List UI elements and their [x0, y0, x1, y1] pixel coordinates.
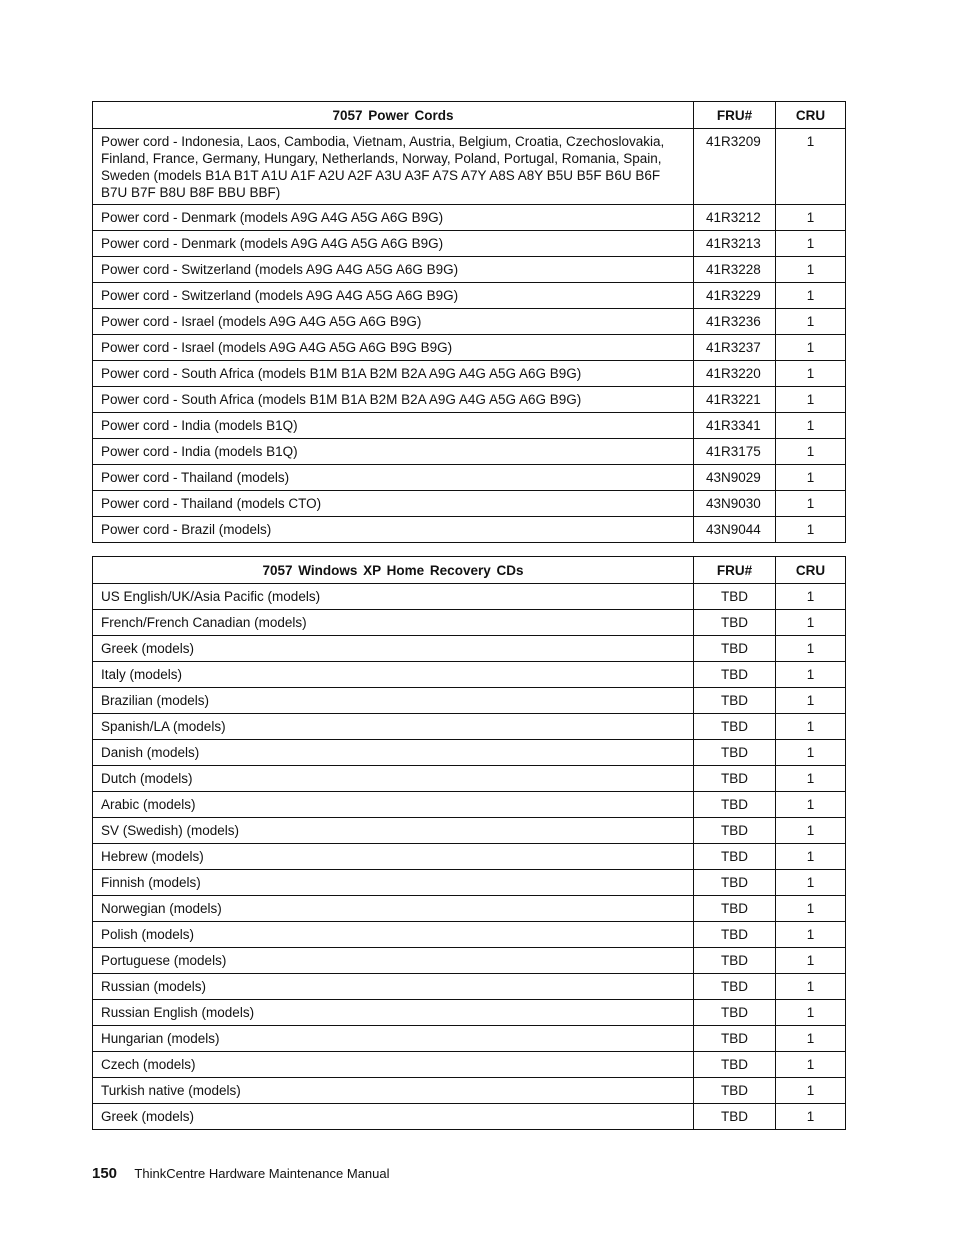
table-row — [93, 309, 846, 335]
fru-number: 43N9030 — [694, 491, 776, 517]
fru-number: TBD — [694, 1026, 776, 1052]
manual-title: ThinkCentre Hardware Maintenance Manual — [134, 1166, 390, 1181]
cru-value: 1 — [776, 335, 846, 361]
cru-value: 1 — [776, 870, 846, 896]
cru-value: 1 — [776, 1026, 846, 1052]
part-description: French/French Canadian (models) — [93, 610, 694, 636]
cru-value: 1 — [776, 1000, 846, 1026]
table-row — [93, 688, 846, 714]
table-row — [93, 714, 846, 740]
cru-value: 1 — [776, 818, 846, 844]
fru-number: TBD — [694, 636, 776, 662]
table-row — [93, 517, 846, 543]
cru-value: 1 — [776, 361, 846, 387]
fru-number: 43N9044 — [694, 517, 776, 543]
cru-value: 1 — [776, 714, 846, 740]
fru-number: 41R3212 — [694, 205, 776, 231]
cru-value: 1 — [776, 922, 846, 948]
fru-number: 41R3220 — [694, 361, 776, 387]
table-row — [93, 1078, 846, 1104]
part-description: Power cord - Denmark (models A9G A4G A5G A6G B9G) — [93, 205, 694, 231]
recovery-cds-rows — [93, 584, 846, 1130]
fru-number: 41R3221 — [694, 387, 776, 413]
power-cords-table — [92, 101, 846, 543]
part-description: Power cord - Brazil (models) — [93, 517, 694, 543]
table-row — [93, 636, 846, 662]
fru-number: TBD — [694, 610, 776, 636]
part-description: Power cord - Indonesia, Laos, Cambodia, Vietnam, Austria, Belgium, Croatia, Czechoslovakia, Finland, France, Germany, Hungary, Netherlands, Norway, Poland, Portugal, Romania, Spain, Sweden (models B1A B1T A1U A1F A2U A2F A3U A3F A7S A7Y A8S A8Y B5U B5F B6U B6F B7U B7F B8U B8F BBU BBF) — [93, 129, 694, 205]
fru-number: 41R3236 — [694, 309, 776, 335]
part-description: Hebrew (models) — [93, 844, 694, 870]
table-row — [93, 335, 846, 361]
cru-value: 1 — [776, 205, 846, 231]
fru-column-header: FRU# — [694, 102, 776, 129]
part-description: SV (Swedish) (models) — [93, 818, 694, 844]
table-row — [93, 922, 846, 948]
fru-number: TBD — [694, 1052, 776, 1078]
cru-value: 1 — [776, 413, 846, 439]
table-row — [93, 491, 846, 517]
fru-number: TBD — [694, 896, 776, 922]
part-description: Norwegian (models) — [93, 896, 694, 922]
part-description: US English/UK/Asia Pacific (models) — [93, 584, 694, 610]
fru-number: 41R3228 — [694, 257, 776, 283]
table-row — [93, 1052, 846, 1078]
part-description: Power cord - Switzerland (models A9G A4G A5G A6G B9G) — [93, 283, 694, 309]
table-row — [93, 948, 846, 974]
table-row — [93, 896, 846, 922]
cru-value: 1 — [776, 662, 846, 688]
cru-value: 1 — [776, 231, 846, 257]
fru-number: TBD — [694, 792, 776, 818]
fru-number: TBD — [694, 1078, 776, 1104]
cru-value: 1 — [776, 844, 846, 870]
fru-number: 41R3175 — [694, 439, 776, 465]
part-description: Greek (models) — [93, 1104, 694, 1130]
fru-number: TBD — [694, 870, 776, 896]
table-row — [93, 129, 846, 205]
table-row — [93, 413, 846, 439]
fru-number: TBD — [694, 662, 776, 688]
table-header-row — [93, 557, 846, 584]
part-description: Dutch (models) — [93, 766, 694, 792]
fru-number: TBD — [694, 688, 776, 714]
cru-value: 1 — [776, 740, 846, 766]
fru-number: TBD — [694, 766, 776, 792]
cru-column-header: CRU — [776, 557, 846, 584]
cru-value: 1 — [776, 610, 846, 636]
fru-number: TBD — [694, 948, 776, 974]
cru-value: 1 — [776, 465, 846, 491]
cru-column-header: CRU — [776, 102, 846, 129]
part-description: Brazilian (models) — [93, 688, 694, 714]
part-description: Power cord - Denmark (models A9G A4G A5G A6G B9G) — [93, 231, 694, 257]
fru-number: TBD — [694, 922, 776, 948]
table-row — [93, 283, 846, 309]
part-description: Power cord - South Africa (models B1M B1A B2M B2A A9G A4G A5G A6G B9G) — [93, 387, 694, 413]
cru-value: 1 — [776, 1104, 846, 1130]
table-row — [93, 870, 846, 896]
cru-value: 1 — [776, 439, 846, 465]
table-row — [93, 584, 846, 610]
part-description: Power cord - Israel (models A9G A4G A5G A6G B9G) — [93, 309, 694, 335]
cru-value: 1 — [776, 766, 846, 792]
cru-value: 1 — [776, 948, 846, 974]
table-row — [93, 844, 846, 870]
page-footer — [92, 1165, 390, 1183]
cru-value: 1 — [776, 896, 846, 922]
part-description: Czech (models) — [93, 1052, 694, 1078]
cru-value: 1 — [776, 1052, 846, 1078]
cru-value: 1 — [776, 283, 846, 309]
table-header-row — [93, 102, 846, 129]
table-title: 7057 Windows XP Home Recovery CDs — [93, 557, 694, 584]
table-row — [93, 1000, 846, 1026]
table-row — [93, 387, 846, 413]
fru-number: 41R3237 — [694, 335, 776, 361]
fru-number: TBD — [694, 714, 776, 740]
part-description: Russian (models) — [93, 974, 694, 1000]
table-row — [93, 439, 846, 465]
fru-number: TBD — [694, 818, 776, 844]
part-description: Russian English (models) — [93, 1000, 694, 1026]
fru-column-header: FRU# — [694, 557, 776, 584]
fru-number: TBD — [694, 974, 776, 1000]
table-row — [93, 792, 846, 818]
part-description: Polish (models) — [93, 922, 694, 948]
table-row — [93, 1026, 846, 1052]
cru-value: 1 — [776, 792, 846, 818]
part-description: Portuguese (models) — [93, 948, 694, 974]
part-description: Power cord - India (models B1Q) — [93, 413, 694, 439]
fru-number: TBD — [694, 1000, 776, 1026]
part-description: Italy (models) — [93, 662, 694, 688]
page-number: 150 — [92, 1165, 118, 1182]
fru-number: 41R3341 — [694, 413, 776, 439]
part-description: Danish (models) — [93, 740, 694, 766]
part-description: Power cord - Israel (models A9G A4G A5G A6G B9G B9G) — [93, 335, 694, 361]
fru-number: TBD — [694, 740, 776, 766]
cru-value: 1 — [776, 129, 846, 205]
fru-number: 41R3209 — [694, 129, 776, 205]
table-row — [93, 974, 846, 1000]
part-description: Power cord - Switzerland (models A9G A4G A5G A6G B9G) — [93, 257, 694, 283]
recovery-cds-table — [92, 556, 846, 1130]
fru-number: TBD — [694, 844, 776, 870]
cru-value: 1 — [776, 491, 846, 517]
table-row — [93, 205, 846, 231]
table-row — [93, 740, 846, 766]
table-row — [93, 231, 846, 257]
part-description: Spanish/LA (models) — [93, 714, 694, 740]
power-cords-rows — [93, 129, 846, 543]
table-row — [93, 1104, 846, 1130]
fru-number: 41R3229 — [694, 283, 776, 309]
cru-value: 1 — [776, 584, 846, 610]
part-description: Power cord - Thailand (models) — [93, 465, 694, 491]
cru-value: 1 — [776, 387, 846, 413]
table-title: 7057 Power Cords — [93, 102, 694, 129]
cru-value: 1 — [776, 688, 846, 714]
part-description: Turkish native (models) — [93, 1078, 694, 1104]
table-row — [93, 465, 846, 491]
cru-value: 1 — [776, 517, 846, 543]
table-row — [93, 361, 846, 387]
table-row — [93, 257, 846, 283]
cru-value: 1 — [776, 1078, 846, 1104]
part-description: Power cord - Thailand (models CTO) — [93, 491, 694, 517]
cru-value: 1 — [776, 974, 846, 1000]
fru-number: 41R3213 — [694, 231, 776, 257]
part-description: Finnish (models) — [93, 870, 694, 896]
part-description: Hungarian (models) — [93, 1026, 694, 1052]
part-description: Greek (models) — [93, 636, 694, 662]
fru-number: TBD — [694, 584, 776, 610]
cru-value: 1 — [776, 257, 846, 283]
fru-number: 43N9029 — [694, 465, 776, 491]
table-row — [93, 766, 846, 792]
table-row — [93, 818, 846, 844]
part-description: Arabic (models) — [93, 792, 694, 818]
table-row — [93, 610, 846, 636]
cru-value: 1 — [776, 636, 846, 662]
cru-value: 1 — [776, 309, 846, 335]
fru-number: TBD — [694, 1104, 776, 1130]
part-description: Power cord - India (models B1Q) — [93, 439, 694, 465]
table-row — [93, 662, 846, 688]
part-description: Power cord - South Africa (models B1M B1A B2M B2A A9G A4G A5G A6G B9G) — [93, 361, 694, 387]
